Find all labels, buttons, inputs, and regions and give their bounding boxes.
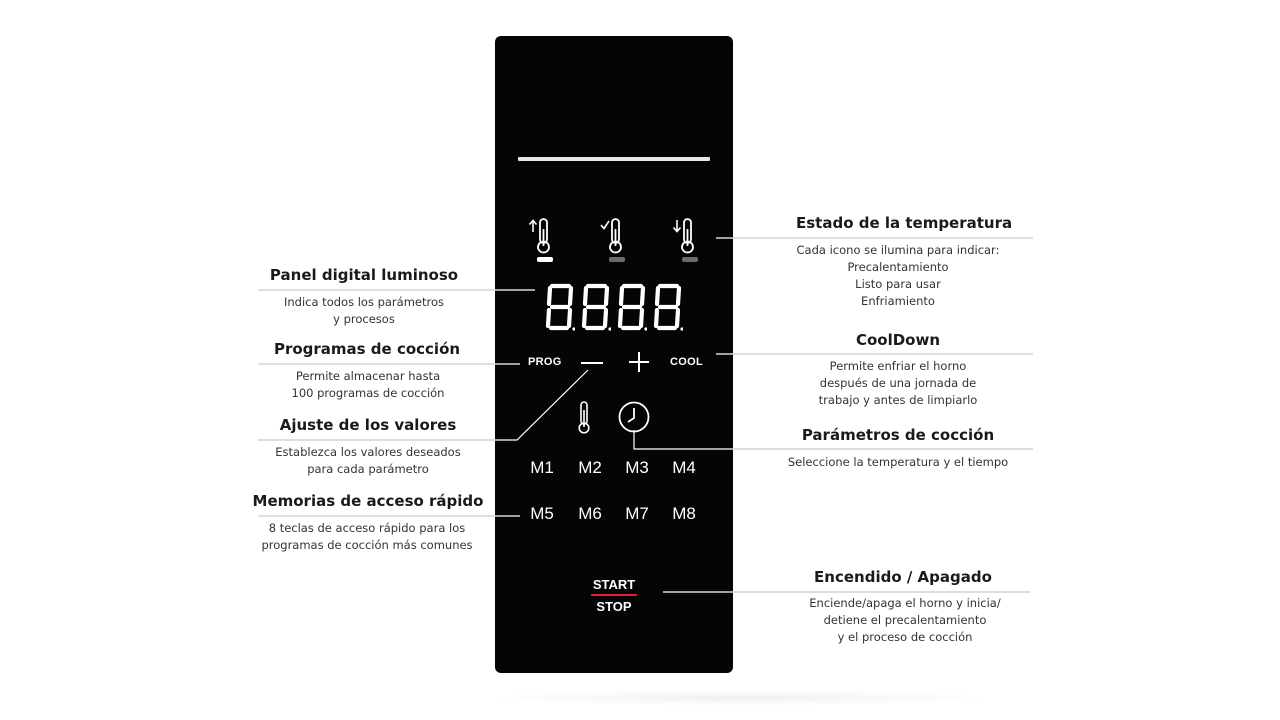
callout-desc-temperature-status [780,242,1016,310]
desc-line: Indica todos los parámetros [283,295,445,309]
stop-label: STOP [596,599,632,614]
desc-line: 100 programas de cocción [291,386,445,400]
memory-button-m2[interactable]: M2 [578,458,602,477]
desc-line: para cada parámetro [307,462,429,476]
desc-line: Precalentamiento [847,260,949,274]
start-label: START [592,577,636,592]
desc-line: detiene el precalentamiento [823,613,987,627]
desc-line: 8 teclas de acceso rápido para los [268,521,466,535]
callout-title-quick-memories: Memorias de acceso rápido [252,492,484,510]
desc-line: trabajo y antes de limpiarlo [818,393,978,407]
desc-line: Seleccione la temperatura y el tiempo [787,455,1009,469]
cool-button[interactable]: COOL [670,356,703,368]
desc-line: Enciende/apaga el horno y inicia/ [809,596,1001,610]
callout-title-temperature-status: Estado de la temperatura [796,214,1013,232]
desc-line: Cada icono se ilumina para indicar: [796,243,1000,257]
callout-desc-digital-panel [250,294,478,328]
desc-line: después de una jornada de [819,376,977,390]
desc-line: Establezca los valores deseados [275,445,461,459]
callout-desc-quick-memories [238,520,496,554]
desc-line: y el proceso de cocción [837,630,973,644]
desc-line: Enfriamiento [861,294,935,308]
callout-title-cooking-parameters: Parámetros de cocción [801,426,995,444]
callout-desc-cooldown [790,358,1006,409]
memory-button-m8[interactable]: M8 [672,504,696,523]
callout-desc-power [780,595,1030,646]
desc-line: Permite almacenar hasta [295,369,441,383]
callout-title-power: Encendido / Apagado [814,568,992,586]
callout-title-digital-panel: Panel digital luminoso [269,266,459,284]
callout-title-cooldown: CoolDown [855,331,941,349]
memory-button-m6[interactable]: M6 [578,504,602,523]
callout-desc-cooking-programs [250,368,486,402]
memory-button-m1[interactable]: M1 [530,458,554,477]
desc-line: y procesos [333,312,395,326]
callout-desc-value-adjust [250,444,486,478]
memory-button-m7[interactable]: M7 [625,504,649,523]
memory-button-m4[interactable]: M4 [672,458,696,477]
memory-button-m3[interactable]: M3 [625,458,649,477]
desc-line: Listo para usar [855,277,941,291]
callout-desc-cooking-parameters [770,454,1026,471]
callout-title-value-adjust: Ajuste de los valores [279,416,457,434]
prog-button[interactable]: PROG [528,356,562,368]
desc-line: programas de cocción más comunes [261,538,473,552]
memory-button-m5[interactable]: M5 [530,504,554,523]
desc-line: Permite enfriar el horno [829,359,967,373]
callout-title-cooking-programs: Programas de cocción [273,340,461,358]
